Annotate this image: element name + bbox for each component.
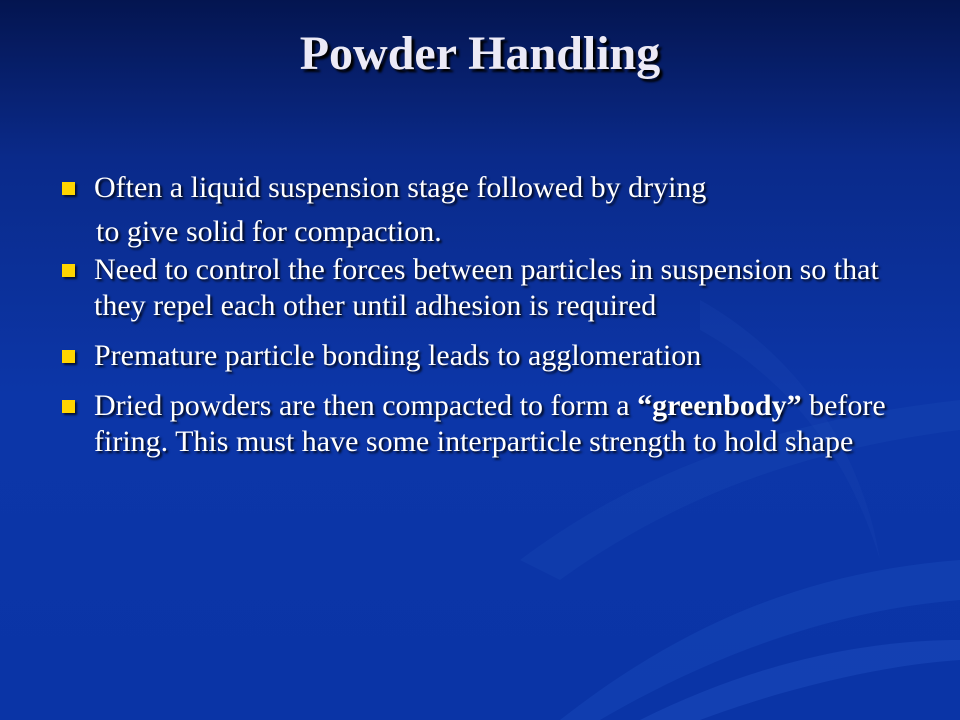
square-bullet-icon <box>62 400 75 413</box>
bullet-item <box>58 338 918 374</box>
square-bullet-icon <box>62 182 75 195</box>
bullet-item <box>58 170 918 250</box>
bullet-item <box>58 252 918 324</box>
square-bullet-icon <box>62 264 75 277</box>
bullet-text: before firing. This must have some interparticle strength to hold shape <box>94 389 886 458</box>
square-bullet-icon <box>62 350 75 363</box>
slide-title: Powder Handling <box>299 27 661 80</box>
bullet-text: Premature particle bonding leads to agglomeration <box>94 339 702 372</box>
bullet-list <box>58 170 918 468</box>
bullet-text-continuation: to give solid for compaction. <box>96 215 442 248</box>
bullet-item <box>58 388 918 460</box>
bullet-emphasis: “greenbody” <box>637 389 802 422</box>
bullet-text: Need to control the forces between particles in suspension so that they repel each other until adhesion is required <box>94 253 879 322</box>
bullet-text: Dried powders are then compacted to form a <box>94 389 638 422</box>
bullet-text: Often a liquid suspension stage followed by drying <box>94 171 707 204</box>
